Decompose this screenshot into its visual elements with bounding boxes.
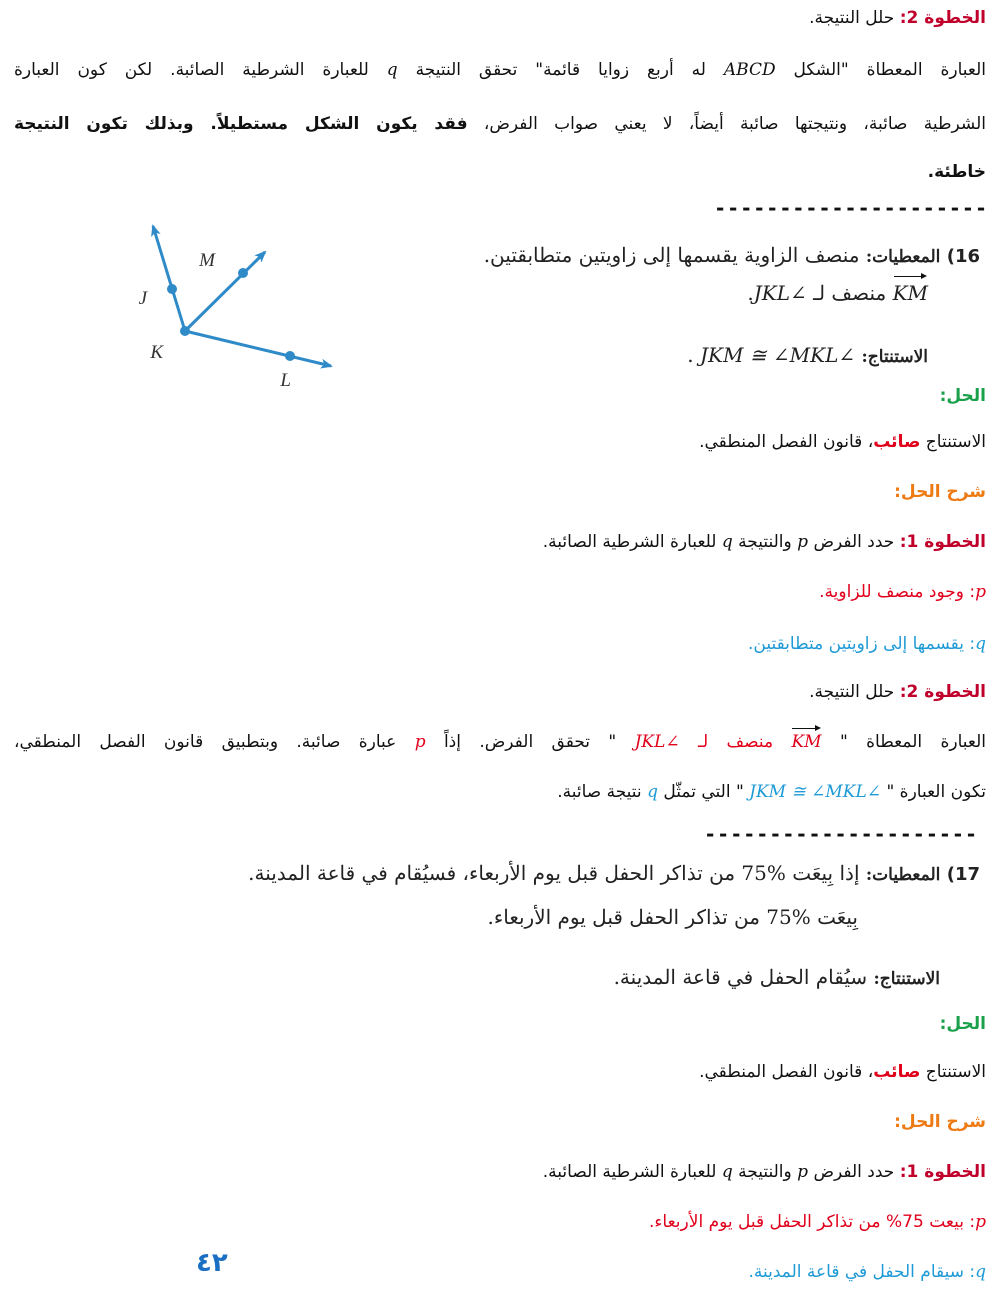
angle-jkl: ∠JKL bbox=[634, 732, 680, 752]
analysis-paragraph-line1 bbox=[14, 58, 986, 82]
text: " تحقق الفرض. إذاً bbox=[425, 732, 635, 752]
label-m: M bbox=[199, 250, 215, 271]
explain-label: شرح الحل: bbox=[894, 482, 986, 502]
q17-conclusion bbox=[614, 962, 940, 994]
step-label: الخطوة 2: bbox=[899, 682, 986, 702]
text: حلل النتيجة. bbox=[809, 682, 900, 702]
q17-step1 bbox=[14, 1160, 986, 1184]
explain-label: شرح الحل: bbox=[894, 1112, 986, 1132]
given-text: بِيعَت %75 من تذاكر الحفل قبل يوم الأربعاء. bbox=[487, 905, 858, 929]
math-p: p bbox=[414, 732, 426, 752]
ray-kj bbox=[153, 226, 185, 331]
verdict-valid: صائب bbox=[873, 1062, 921, 1082]
q17-conclusion-q bbox=[14, 1260, 986, 1284]
math-p: p bbox=[797, 1162, 809, 1182]
text: حدد الفرض bbox=[808, 532, 900, 552]
ray-km bbox=[185, 252, 265, 331]
bold-text: فقد يكون الشكل مستطيلاً. وبذلك تكون النتيجة bbox=[14, 114, 468, 134]
text: عبارة صائبة. وبتطبيق قانون الفصل المنطقي، bbox=[14, 732, 415, 752]
section-divider: --------------------- bbox=[704, 822, 978, 846]
text: العبارة المعطاة "الشكل bbox=[775, 60, 986, 80]
text: للعبارة الشرطية الصائبة. bbox=[542, 532, 722, 552]
section-divider: --------------------- bbox=[714, 196, 988, 220]
question-number: 17) bbox=[946, 864, 980, 885]
q16-step2 bbox=[14, 680, 986, 704]
text: الاستنتاج bbox=[920, 432, 986, 452]
label-k: K bbox=[150, 342, 163, 363]
q17-verdict bbox=[14, 1060, 986, 1084]
math-p: p bbox=[797, 532, 809, 552]
text: للعبارة الشرطية الصائبة. bbox=[542, 1162, 722, 1182]
math-p: p bbox=[975, 582, 986, 602]
conclusion-label: الاستنتاج: bbox=[873, 969, 940, 989]
q16-analysis-line2 bbox=[14, 780, 986, 804]
point-j bbox=[167, 284, 177, 294]
text: والنتيجة bbox=[732, 532, 798, 552]
given-text: إذا بِيعَت %75 من تذاكر الحفل قبل يوم الأربعاء، فسيُقام في قاعة المدينة. bbox=[248, 861, 860, 885]
conclusion-math: ∠JKM ≅ ∠MKL bbox=[700, 343, 856, 367]
bold-text: خاطئة. bbox=[927, 162, 986, 182]
math-q: q bbox=[975, 634, 986, 654]
step-label: الخطوة 1: bbox=[899, 532, 986, 552]
step2-line-top bbox=[14, 6, 986, 30]
q16-explain-heading bbox=[14, 480, 986, 504]
given-label: المعطيات: bbox=[865, 865, 941, 885]
q16-solution-heading bbox=[14, 384, 986, 408]
text: الشرطية صائبة، ونتيجتها صائبة أيضاً، لا يعني صواب الفرض، bbox=[467, 114, 986, 134]
q16-hypothesis-p bbox=[14, 580, 986, 604]
q16-step1 bbox=[14, 530, 986, 554]
q17-hypothesis-p bbox=[14, 1210, 986, 1234]
math-q: q bbox=[721, 1162, 733, 1182]
q16-analysis-line1 bbox=[14, 730, 986, 754]
q16-given-line1 bbox=[484, 240, 980, 272]
ray-km: KM bbox=[893, 278, 928, 308]
math-q: q bbox=[975, 1262, 986, 1282]
ray-kl bbox=[185, 331, 331, 366]
text: ، قانون الفصل المنطقي. bbox=[699, 1062, 874, 1082]
math-q: q bbox=[721, 532, 733, 552]
q16-verdict bbox=[14, 430, 986, 454]
step-label: الخطوة 2: bbox=[899, 8, 986, 28]
angle-bisector-figure bbox=[135, 220, 345, 390]
conclusion-text: سيُقام الحفل في قاعة المدينة. bbox=[613, 965, 868, 989]
text: للعبارة الشرطية الصائبة. لكن كون العبارة bbox=[14, 60, 387, 80]
point-m bbox=[238, 268, 248, 278]
conclusion-label: الاستنتاج: bbox=[861, 347, 928, 367]
analysis-paragraph-line2 bbox=[14, 112, 986, 136]
q17-solution-heading bbox=[14, 1012, 986, 1036]
given-label: المعطيات: bbox=[865, 247, 941, 267]
text: : سيقام الحفل في قاعة المدينة. bbox=[748, 1262, 976, 1282]
text: منصف لـ bbox=[806, 281, 893, 305]
text: " التي تمثّل bbox=[657, 782, 750, 802]
step-text: حلل النتيجة. bbox=[809, 8, 895, 28]
q16-conclusion-q bbox=[14, 632, 986, 656]
point-k bbox=[180, 326, 190, 336]
text: تكون العبارة " bbox=[881, 782, 986, 802]
text: : وجود منصف للزاوية. bbox=[819, 582, 976, 602]
angle-jkl: ∠JKL bbox=[753, 281, 807, 305]
math-q: q bbox=[386, 60, 398, 80]
text: : يقسمها إلى زاويتين متطابقتين. bbox=[747, 634, 976, 654]
q17-given-line2 bbox=[487, 902, 858, 932]
analysis-paragraph-line3 bbox=[14, 160, 986, 184]
text: العبارة المعطاة " bbox=[821, 732, 986, 752]
solution-label: الحل: bbox=[939, 386, 986, 406]
text: منصف لـ bbox=[679, 732, 792, 752]
math-p: p bbox=[975, 1212, 986, 1232]
page-number: ٤٢ bbox=[196, 1248, 228, 1278]
verdict-valid: صائب bbox=[873, 432, 921, 452]
question-number: 16) bbox=[946, 246, 980, 267]
text: حدد الفرض bbox=[808, 1162, 900, 1182]
label-j: J bbox=[138, 288, 147, 309]
text: . bbox=[747, 281, 754, 305]
text: ، قانون الفصل المنطقي. bbox=[699, 432, 874, 452]
label-l: L bbox=[280, 370, 291, 390]
solution-label: الحل: bbox=[939, 1014, 986, 1034]
q16-conclusion bbox=[687, 340, 928, 372]
text: والنتيجة bbox=[732, 1162, 798, 1182]
text: : بيعت 75% من تذاكر الحفل قبل يوم الأربعاء. bbox=[649, 1212, 976, 1232]
q17-explain-heading bbox=[14, 1110, 986, 1134]
given-text: منصف الزاوية يقسمها إلى زاويتين متطابقتين. bbox=[483, 243, 860, 267]
text: له أربع زوايا قائمة" تحقق النتيجة bbox=[397, 60, 724, 80]
text: . bbox=[687, 343, 701, 367]
q16-given-line2 bbox=[747, 278, 928, 308]
math-q: q bbox=[647, 782, 658, 802]
point-l bbox=[285, 351, 295, 361]
step-label: الخطوة 1: bbox=[899, 1162, 986, 1182]
text: نتيجة صائبة. bbox=[557, 782, 648, 802]
text: الاستنتاج bbox=[920, 1062, 986, 1082]
congruence-math: ∠JKM ≅ ∠MKL bbox=[749, 782, 882, 802]
ray-km: KM bbox=[791, 732, 822, 752]
q17-given-line1 bbox=[248, 858, 980, 890]
math-abcd: ABCD bbox=[723, 60, 776, 80]
